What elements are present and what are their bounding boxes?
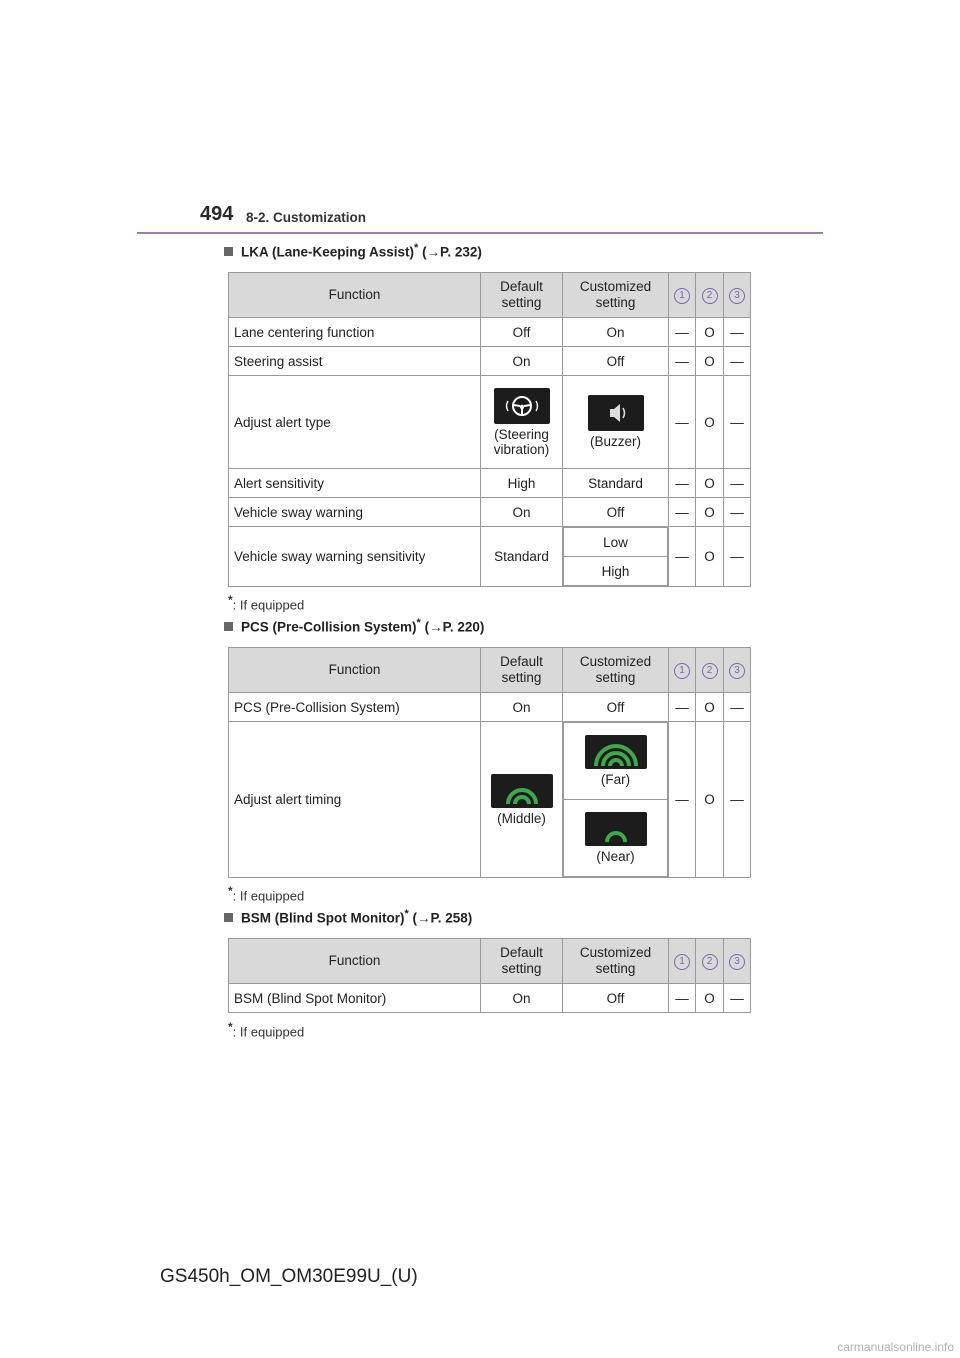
- speaker-icon: [588, 395, 644, 431]
- col-customized: Customized setting: [563, 273, 669, 318]
- bullet-square-icon: [224, 913, 233, 922]
- col-method-3: 3: [724, 273, 751, 318]
- col-method-2: 2: [696, 648, 724, 693]
- col-method-1: 1: [669, 273, 696, 318]
- col-function: Function: [229, 273, 481, 318]
- bsm-heading: BSM (Blind Spot Monitor)* (→P. 258): [224, 908, 472, 926]
- table-header-row: [229, 648, 751, 693]
- col-function: Function: [229, 648, 481, 693]
- section-title: 8-2. Customization: [246, 210, 367, 225]
- pcs-page-link[interactable]: (→P. 220): [424, 619, 485, 635]
- table-header-row: [229, 939, 751, 984]
- table-row: PCS (Pre-Collision System) On Off — O —: [229, 693, 751, 722]
- table-row: Steering assist On Off — O —: [229, 347, 751, 376]
- col-method-3: 3: [724, 648, 751, 693]
- col-method-2: 2: [696, 939, 724, 984]
- col-customized: Customized setting: [563, 939, 669, 984]
- table-header-row: [229, 273, 751, 318]
- table-row: Lane centering function Off On — O —: [229, 318, 751, 347]
- footnote: *: If equipped: [228, 593, 305, 613]
- alert-timing-far-icon: [585, 735, 647, 769]
- pcs-heading: PCS (Pre-Collision System)* (→P. 220): [224, 617, 484, 635]
- col-default: Default setting: [481, 273, 563, 318]
- steering-wheel-icon: [494, 388, 550, 424]
- lka-heading: LKA (Lane-Keeping Assist)* (→P. 232): [224, 242, 482, 260]
- lka-page-link[interactable]: (→P. 232): [422, 244, 482, 260]
- pcs-settings-table: [228, 647, 751, 878]
- alert-timing-near-icon: [585, 812, 647, 846]
- bsm-settings-table: [228, 938, 751, 1013]
- document-code: GS450h_OM_OM30E99U_(U): [160, 1266, 418, 1287]
- lka-settings-table: [228, 272, 751, 587]
- table-row: Vehicle sway warning On Off — O —: [229, 498, 751, 527]
- col-method-1: 1: [669, 939, 696, 984]
- col-default: Default setting: [481, 939, 563, 984]
- footnote: *: If equipped: [228, 1020, 305, 1040]
- watermark: carmanualsonline.info: [837, 1340, 954, 1354]
- table-row: Adjust alert timing (Middle) (Far) (Near) — O —: [229, 722, 751, 878]
- col-method-1: 1: [669, 648, 696, 693]
- col-default: Default setting: [481, 648, 563, 693]
- table-row: Alert sensitivity High Standard — O —: [229, 469, 751, 498]
- table-row: Adjust alert type (Steering vibration) (Buzzer) — O —: [229, 376, 751, 469]
- bullet-square-icon: [224, 622, 233, 631]
- header-divider: [137, 232, 823, 234]
- table-row: Vehicle sway warning sensitivity Standard Low High — O —: [229, 527, 751, 587]
- col-customized: Customized setting: [563, 648, 669, 693]
- bullet-square-icon: [224, 247, 233, 256]
- page-number: 494: [200, 203, 234, 225]
- footnote: *: If equipped: [228, 884, 305, 904]
- col-function: Function: [229, 939, 481, 984]
- col-method-3: 3: [724, 939, 751, 984]
- alert-timing-middle-icon: [491, 774, 553, 808]
- table-row: BSM (Blind Spot Monitor) On Off — O —: [229, 984, 751, 1013]
- bsm-page-link[interactable]: (→P. 258): [412, 910, 473, 926]
- col-method-2: 2: [696, 273, 724, 318]
